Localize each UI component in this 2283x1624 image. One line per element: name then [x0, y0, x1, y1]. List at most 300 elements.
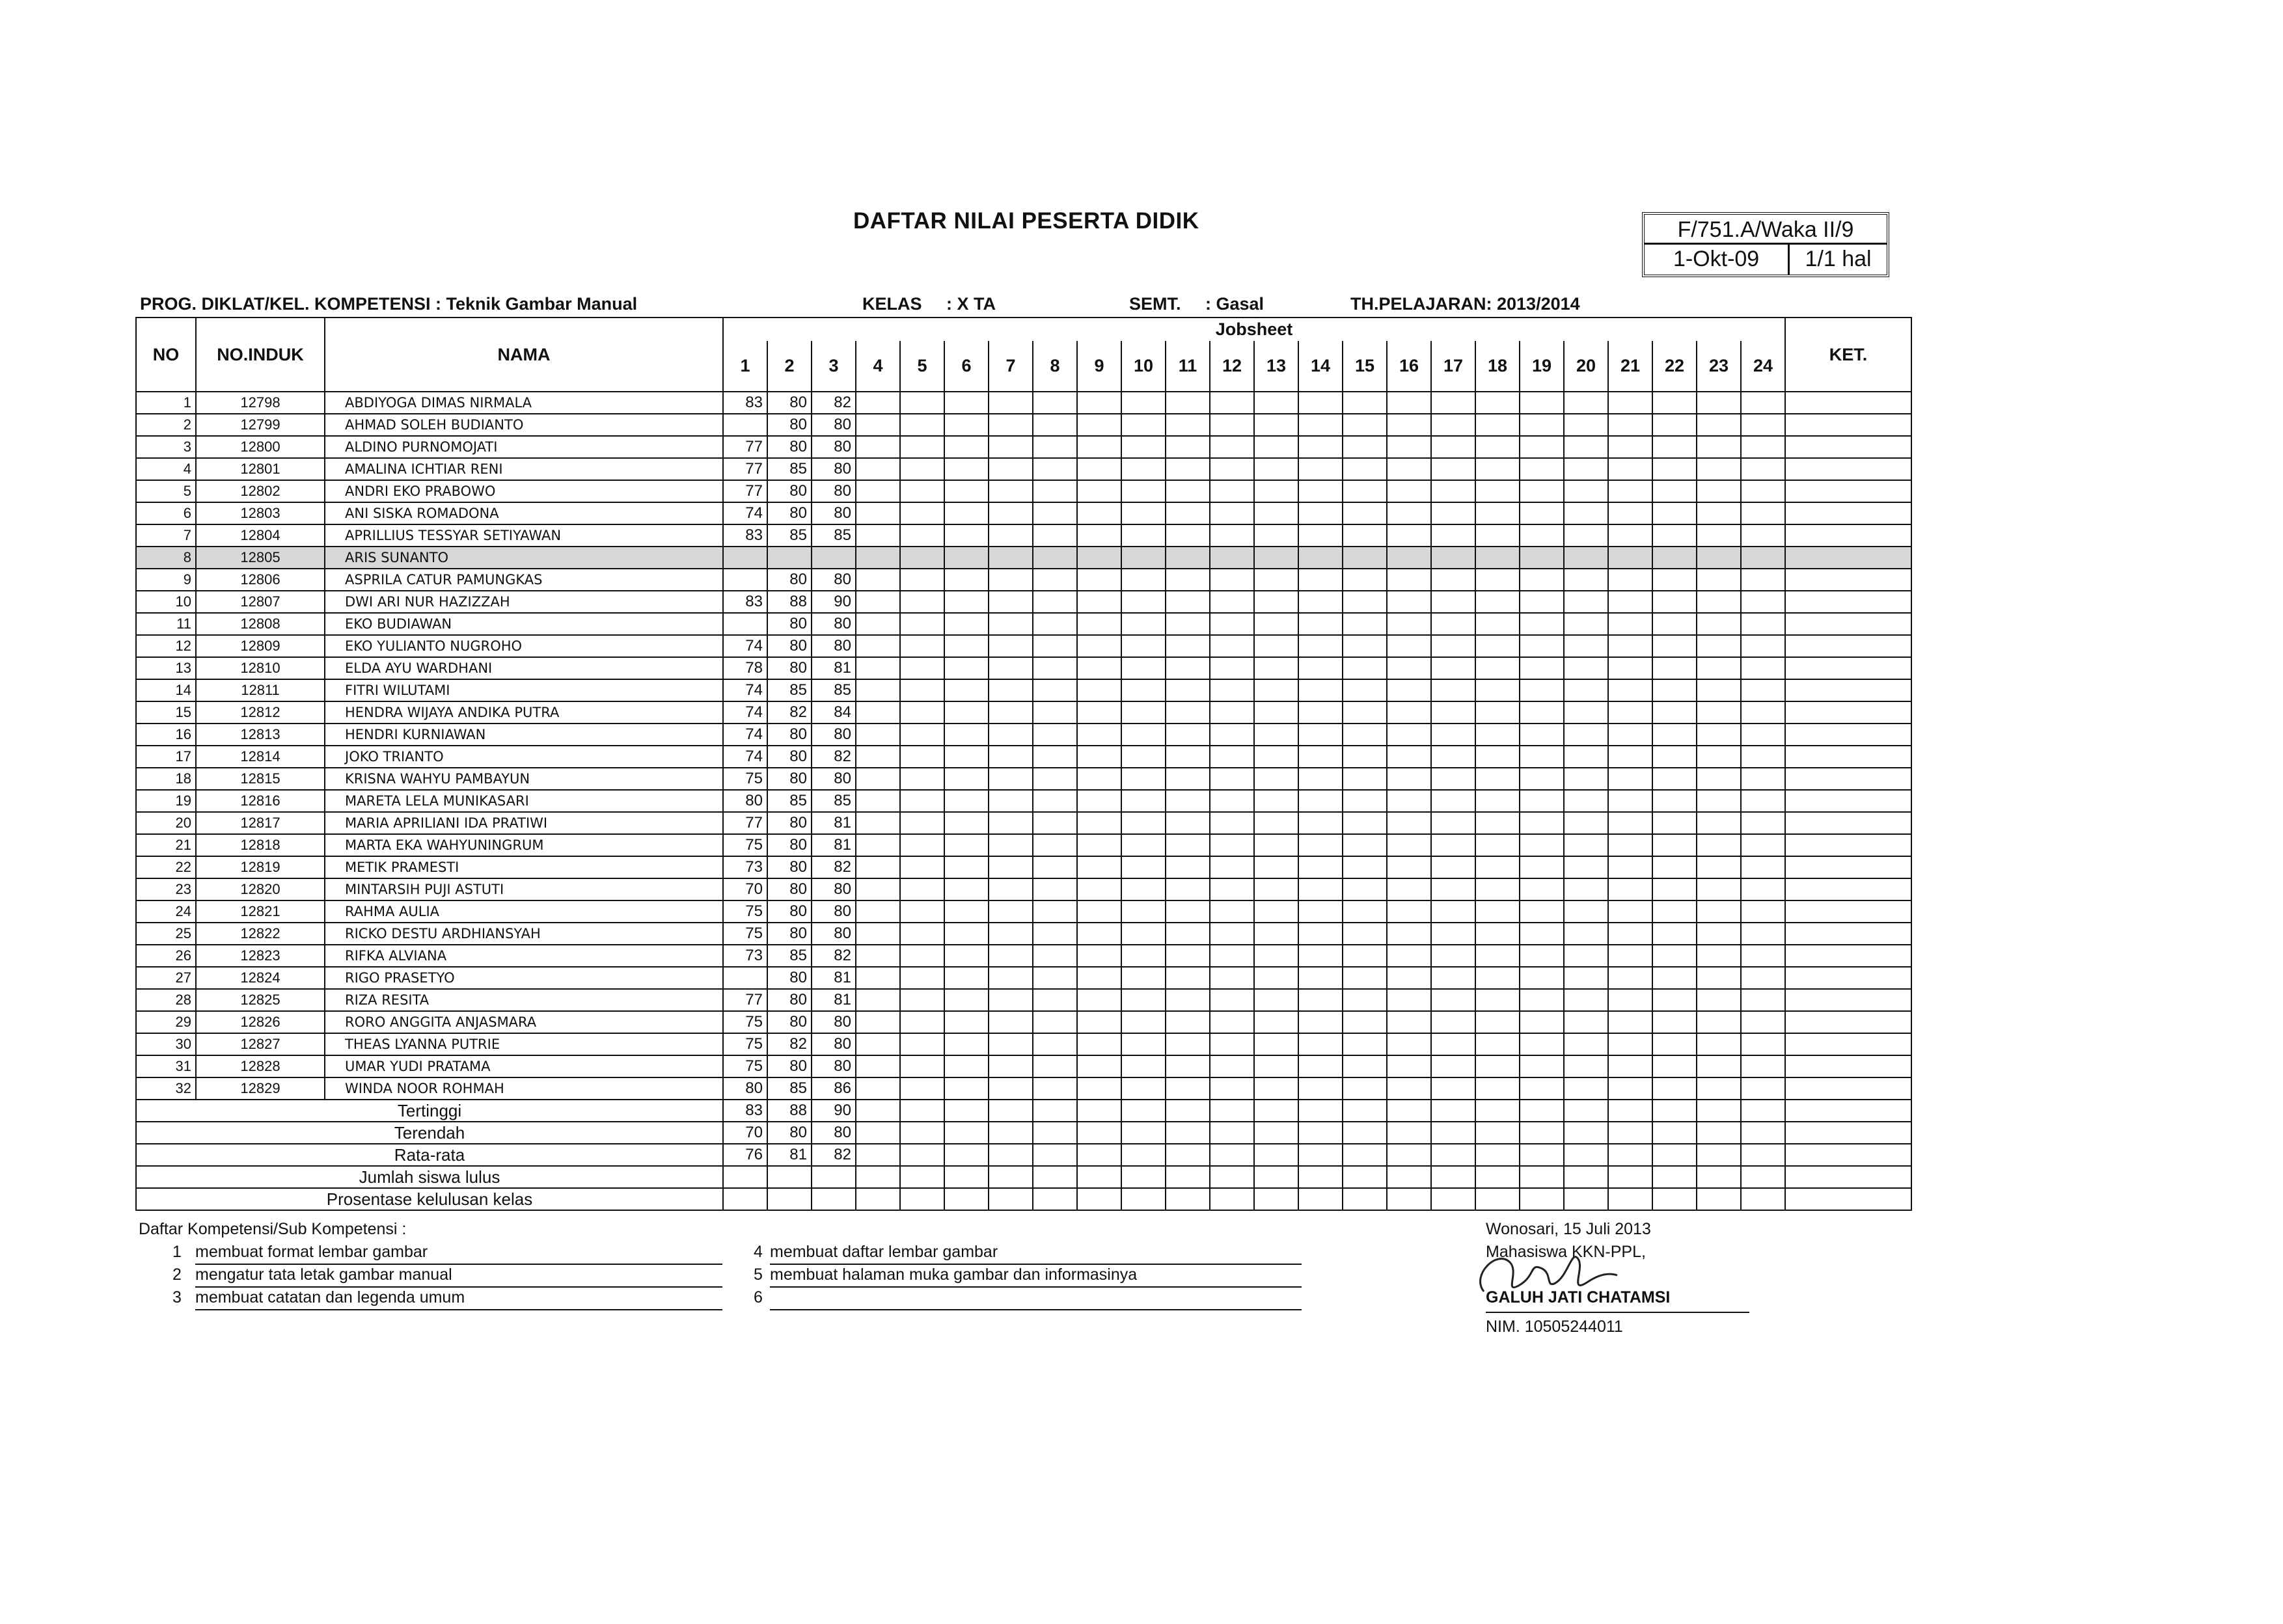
student-name: THEAS LYANNA PUTRIE — [325, 1033, 723, 1055]
score-js22 — [1652, 923, 1697, 945]
student-row — [136, 945, 1911, 967]
score-js21 — [1608, 900, 1652, 923]
student-row — [136, 436, 1911, 458]
score-js5 — [900, 458, 944, 480]
score-js1 — [723, 547, 767, 569]
summary-js23 — [1697, 1122, 1741, 1144]
summary-js17 — [1431, 1122, 1475, 1144]
summary-js13 — [1254, 1144, 1298, 1166]
score-js4 — [856, 900, 900, 923]
score-js23 — [1697, 547, 1741, 569]
summary-js23 — [1697, 1166, 1741, 1188]
score-js12 — [1210, 458, 1254, 480]
score-js11 — [1166, 724, 1210, 746]
score-js22 — [1652, 458, 1697, 480]
score-js6 — [944, 967, 989, 989]
summary-ket — [1785, 1100, 1911, 1122]
competency-text: mengatur tata letak gambar manual — [195, 1265, 452, 1284]
jobsheet-col-9: 9 — [1077, 341, 1121, 392]
score-js11 — [1166, 967, 1210, 989]
score-js7 — [989, 1011, 1033, 1033]
semester-label: SEMT. : Gasal — [1129, 294, 1265, 314]
score-js24 — [1741, 878, 1785, 900]
summary-js9 — [1077, 1100, 1121, 1122]
summary-js1 — [723, 1166, 767, 1188]
student-name: AHMAD SOLEH BUDIANTO — [325, 414, 723, 436]
score-js8 — [1033, 878, 1077, 900]
student-name: RICKO DESTU ARDHIANSYAH — [325, 923, 723, 945]
score-js6 — [944, 436, 989, 458]
score-js16 — [1387, 657, 1431, 679]
score-js10 — [1121, 967, 1166, 989]
student-no: 28 — [136, 989, 196, 1011]
student-name: UMAR YUDI PRATAMA — [325, 1055, 723, 1077]
score-js5 — [900, 569, 944, 591]
score-js12 — [1210, 591, 1254, 613]
score-js16 — [1387, 923, 1431, 945]
summary-js15 — [1343, 1188, 1387, 1210]
student-ket — [1785, 746, 1911, 768]
score-js13 — [1254, 724, 1298, 746]
score-js20 — [1564, 790, 1608, 812]
score-js17 — [1431, 834, 1475, 856]
student-induk: 12800 — [196, 436, 325, 458]
score-js18 — [1475, 591, 1520, 613]
score-js18 — [1475, 524, 1520, 547]
score-js8 — [1033, 834, 1077, 856]
score-js20 — [1564, 812, 1608, 834]
score-js22 — [1652, 524, 1697, 547]
student-induk: 12825 — [196, 989, 325, 1011]
summary-js16 — [1387, 1144, 1431, 1166]
student-name: MARTA EKA WAHYUNINGRUM — [325, 834, 723, 856]
score-js4 — [856, 524, 900, 547]
score-js14 — [1298, 746, 1343, 768]
score-js6 — [944, 613, 989, 635]
score-js5 — [900, 480, 944, 502]
student-name: APRILLIUS TESSYAR SETIYAWAN — [325, 524, 723, 547]
score-js5 — [900, 945, 944, 967]
score-js7 — [989, 701, 1033, 724]
score-js21 — [1608, 856, 1652, 878]
score-js8 — [1033, 1011, 1077, 1033]
score-js24 — [1741, 414, 1785, 436]
score-js16 — [1387, 900, 1431, 923]
score-js16 — [1387, 392, 1431, 414]
student-no: 22 — [136, 856, 196, 878]
student-induk: 12827 — [196, 1033, 325, 1055]
tahun-label: TH.PELAJARAN: 2013/2014 — [1350, 294, 1580, 314]
score-js16 — [1387, 1033, 1431, 1055]
score-js24 — [1741, 569, 1785, 591]
score-js4 — [856, 1033, 900, 1055]
score-js9 — [1077, 613, 1121, 635]
score-js17 — [1431, 945, 1475, 967]
score-js8 — [1033, 945, 1077, 967]
score-js21 — [1608, 679, 1652, 701]
score-js22 — [1652, 613, 1697, 635]
summary-js18 — [1475, 1144, 1520, 1166]
score-js15 — [1343, 834, 1387, 856]
score-js21 — [1608, 635, 1652, 657]
score-js14 — [1298, 436, 1343, 458]
summary-js10 — [1121, 1100, 1166, 1122]
score-js19 — [1520, 701, 1564, 724]
score-js5 — [900, 591, 944, 613]
summary-js6 — [944, 1166, 989, 1188]
score-js12 — [1210, 812, 1254, 834]
score-js16 — [1387, 524, 1431, 547]
score-js17 — [1431, 1033, 1475, 1055]
score-js21 — [1608, 502, 1652, 524]
score-js9 — [1077, 989, 1121, 1011]
summary-js3 — [812, 1188, 856, 1210]
score-js16 — [1387, 436, 1431, 458]
score-js1: 75 — [723, 1055, 767, 1077]
student-name: RORO ANGGITA ANJASMARA — [325, 1011, 723, 1033]
score-js4 — [856, 502, 900, 524]
score-js16 — [1387, 945, 1431, 967]
score-js21 — [1608, 547, 1652, 569]
score-js15 — [1343, 724, 1387, 746]
student-row — [136, 1077, 1911, 1100]
score-js12 — [1210, 834, 1254, 856]
score-js1: 74 — [723, 679, 767, 701]
score-js24 — [1741, 1077, 1785, 1100]
score-js1: 77 — [723, 812, 767, 834]
score-js3: 84 — [812, 701, 856, 724]
summary-js5 — [900, 1100, 944, 1122]
student-ket — [1785, 812, 1911, 834]
score-js9 — [1077, 900, 1121, 923]
score-js19 — [1520, 635, 1564, 657]
student-ket — [1785, 834, 1911, 856]
score-js20 — [1564, 967, 1608, 989]
score-js24 — [1741, 436, 1785, 458]
score-js1: 77 — [723, 458, 767, 480]
score-js16 — [1387, 635, 1431, 657]
score-js5 — [900, 392, 944, 414]
score-js9 — [1077, 414, 1121, 436]
score-js7 — [989, 900, 1033, 923]
score-js5 — [900, 502, 944, 524]
score-js13 — [1254, 679, 1298, 701]
student-no: 17 — [136, 746, 196, 768]
score-js19 — [1520, 547, 1564, 569]
jobsheet-col-15: 15 — [1343, 341, 1387, 392]
summary-js16 — [1387, 1122, 1431, 1144]
student-name: ANDRI EKO PRABOWO — [325, 480, 723, 502]
score-js8 — [1033, 768, 1077, 790]
score-js23 — [1697, 724, 1741, 746]
score-js18 — [1475, 635, 1520, 657]
student-induk: 12803 — [196, 502, 325, 524]
score-js15 — [1343, 569, 1387, 591]
score-js12 — [1210, 569, 1254, 591]
score-js15 — [1343, 436, 1387, 458]
summary-row — [136, 1188, 1911, 1210]
score-js10 — [1121, 768, 1166, 790]
score-js15 — [1343, 812, 1387, 834]
student-ket — [1785, 1055, 1911, 1077]
summary-js22 — [1652, 1122, 1697, 1144]
score-js8 — [1033, 812, 1077, 834]
summary-js8 — [1033, 1122, 1077, 1144]
score-js9 — [1077, 591, 1121, 613]
score-js10 — [1121, 856, 1166, 878]
score-js21 — [1608, 746, 1652, 768]
score-js12 — [1210, 613, 1254, 635]
document-title: DAFTAR NILAI PESERTA DIDIK — [853, 208, 1199, 234]
score-js5 — [900, 724, 944, 746]
score-js15 — [1343, 1033, 1387, 1055]
student-name: ARIS SUNANTO — [325, 547, 723, 569]
student-row — [136, 547, 1911, 569]
score-js10 — [1121, 746, 1166, 768]
score-js16 — [1387, 724, 1431, 746]
score-js18 — [1475, 480, 1520, 502]
summary-js2: 88 — [767, 1100, 812, 1122]
score-js15 — [1343, 923, 1387, 945]
score-js12 — [1210, 967, 1254, 989]
student-no: 12 — [136, 635, 196, 657]
score-js1 — [723, 414, 767, 436]
score-js8 — [1033, 701, 1077, 724]
score-js15 — [1343, 945, 1387, 967]
score-js9 — [1077, 569, 1121, 591]
student-row — [136, 524, 1911, 547]
student-induk: 12818 — [196, 834, 325, 856]
score-js16 — [1387, 1055, 1431, 1077]
score-js20 — [1564, 923, 1608, 945]
score-js16 — [1387, 989, 1431, 1011]
score-js8 — [1033, 1033, 1077, 1055]
score-js1: 83 — [723, 524, 767, 547]
score-js16 — [1387, 967, 1431, 989]
score-js16 — [1387, 856, 1431, 878]
col-induk-header: NO.INDUK — [196, 318, 325, 392]
score-js13 — [1254, 856, 1298, 878]
score-js3: 81 — [812, 657, 856, 679]
score-js15 — [1343, 967, 1387, 989]
score-js24 — [1741, 392, 1785, 414]
score-js13 — [1254, 480, 1298, 502]
summary-js20 — [1564, 1188, 1608, 1210]
student-row — [136, 923, 1911, 945]
score-js18 — [1475, 746, 1520, 768]
score-js9 — [1077, 1011, 1121, 1033]
score-js8 — [1033, 635, 1077, 657]
score-js10 — [1121, 812, 1166, 834]
student-ket — [1785, 768, 1911, 790]
score-js17 — [1431, 724, 1475, 746]
score-js14 — [1298, 502, 1343, 524]
student-no: 25 — [136, 923, 196, 945]
score-js1: 74 — [723, 635, 767, 657]
score-js1: 73 — [723, 945, 767, 967]
score-js8 — [1033, 989, 1077, 1011]
jobsheet-header: Jobsheet — [723, 318, 1785, 341]
score-js1: 83 — [723, 392, 767, 414]
jobsheet-col-5: 5 — [900, 341, 944, 392]
score-js3: 80 — [812, 878, 856, 900]
score-js1: 75 — [723, 923, 767, 945]
score-js13 — [1254, 900, 1298, 923]
score-js20 — [1564, 1033, 1608, 1055]
score-js7 — [989, 1033, 1033, 1055]
student-ket — [1785, 701, 1911, 724]
student-name: RAHMA AULIA — [325, 900, 723, 923]
score-js19 — [1520, 856, 1564, 878]
student-row — [136, 900, 1911, 923]
score-js7 — [989, 436, 1033, 458]
student-induk: 12809 — [196, 635, 325, 657]
score-js13 — [1254, 1077, 1298, 1100]
score-js21 — [1608, 657, 1652, 679]
student-no: 11 — [136, 613, 196, 635]
score-js14 — [1298, 1011, 1343, 1033]
score-js15 — [1343, 480, 1387, 502]
score-js2: 80 — [767, 900, 812, 923]
student-induk: 12815 — [196, 768, 325, 790]
student-row — [136, 613, 1911, 635]
score-js16 — [1387, 746, 1431, 768]
score-js14 — [1298, 613, 1343, 635]
student-name: HENDRA WIJAYA ANDIKA PUTRA — [325, 701, 723, 724]
student-ket — [1785, 458, 1911, 480]
score-js5 — [900, 657, 944, 679]
summary-js21 — [1608, 1166, 1652, 1188]
score-js11 — [1166, 989, 1210, 1011]
summary-js4 — [856, 1100, 900, 1122]
score-js20 — [1564, 480, 1608, 502]
student-row — [136, 635, 1911, 657]
program-label: PROG. DIKLAT/KEL. KOMPETENSI : Teknik Gambar Manual — [140, 294, 638, 314]
score-js18 — [1475, 1055, 1520, 1077]
score-js23 — [1697, 878, 1741, 900]
score-js8 — [1033, 724, 1077, 746]
summary-js5 — [900, 1122, 944, 1144]
score-js3: 82 — [812, 392, 856, 414]
summary-js4 — [856, 1144, 900, 1166]
student-name: KRISNA WAHYU PAMBAYUN — [325, 768, 723, 790]
score-js18 — [1475, 724, 1520, 746]
score-js10 — [1121, 547, 1166, 569]
score-js6 — [944, 679, 989, 701]
student-no: 6 — [136, 502, 196, 524]
score-js23 — [1697, 480, 1741, 502]
score-js10 — [1121, 1055, 1166, 1077]
score-js10 — [1121, 414, 1166, 436]
jobsheet-col-4: 4 — [856, 341, 900, 392]
score-js1: 77 — [723, 480, 767, 502]
score-js14 — [1298, 547, 1343, 569]
score-js3: 80 — [812, 923, 856, 945]
jobsheet-col-17: 17 — [1431, 341, 1475, 392]
score-js10 — [1121, 392, 1166, 414]
score-js20 — [1564, 1011, 1608, 1033]
score-js4 — [856, 967, 900, 989]
score-js3: 80 — [812, 480, 856, 502]
score-js9 — [1077, 657, 1121, 679]
score-js19 — [1520, 790, 1564, 812]
score-js24 — [1741, 724, 1785, 746]
score-js21 — [1608, 1077, 1652, 1100]
score-js5 — [900, 790, 944, 812]
student-ket — [1785, 436, 1911, 458]
summary-row — [136, 1122, 1911, 1144]
score-js24 — [1741, 458, 1785, 480]
score-js19 — [1520, 989, 1564, 1011]
score-js17 — [1431, 635, 1475, 657]
score-js9 — [1077, 724, 1121, 746]
score-js8 — [1033, 414, 1077, 436]
score-js17 — [1431, 878, 1475, 900]
jobsheet-col-18: 18 — [1475, 341, 1520, 392]
student-ket — [1785, 392, 1911, 414]
student-ket — [1785, 1033, 1911, 1055]
student-ket — [1785, 878, 1911, 900]
score-js2: 88 — [767, 591, 812, 613]
score-js16 — [1387, 458, 1431, 480]
score-js7 — [989, 945, 1033, 967]
score-js4 — [856, 436, 900, 458]
score-js23 — [1697, 591, 1741, 613]
score-js6 — [944, 458, 989, 480]
score-js24 — [1741, 768, 1785, 790]
score-js16 — [1387, 812, 1431, 834]
score-js6 — [944, 1077, 989, 1100]
score-js14 — [1298, 856, 1343, 878]
score-js6 — [944, 1033, 989, 1055]
score-js5 — [900, 989, 944, 1011]
summary-js19 — [1520, 1100, 1564, 1122]
summary-js18 — [1475, 1188, 1520, 1210]
competency-number: 2 — [172, 1265, 182, 1284]
student-ket — [1785, 635, 1911, 657]
score-js19 — [1520, 414, 1564, 436]
score-js14 — [1298, 724, 1343, 746]
student-row — [136, 392, 1911, 414]
score-js7 — [989, 569, 1033, 591]
score-js4 — [856, 746, 900, 768]
score-js23 — [1697, 502, 1741, 524]
score-js11 — [1166, 569, 1210, 591]
score-js6 — [944, 1055, 989, 1077]
score-js2: 80 — [767, 613, 812, 635]
score-js4 — [856, 923, 900, 945]
score-js5 — [900, 746, 944, 768]
student-row — [136, 724, 1911, 746]
score-js6 — [944, 746, 989, 768]
student-ket — [1785, 900, 1911, 923]
score-js18 — [1475, 679, 1520, 701]
signature-place-date: Wonosari, 15 Juli 2013 — [1486, 1220, 1651, 1238]
score-js7 — [989, 989, 1033, 1011]
score-js9 — [1077, 679, 1121, 701]
summary-js19 — [1520, 1166, 1564, 1188]
student-no: 2 — [136, 414, 196, 436]
score-js24 — [1741, 900, 1785, 923]
score-js23 — [1697, 392, 1741, 414]
student-induk: 12822 — [196, 923, 325, 945]
summary-js24 — [1741, 1166, 1785, 1188]
score-js7 — [989, 613, 1033, 635]
score-js4 — [856, 657, 900, 679]
score-js10 — [1121, 502, 1166, 524]
signature-role: Mahasiswa KKN-PPL, — [1486, 1243, 1646, 1261]
score-js10 — [1121, 480, 1166, 502]
